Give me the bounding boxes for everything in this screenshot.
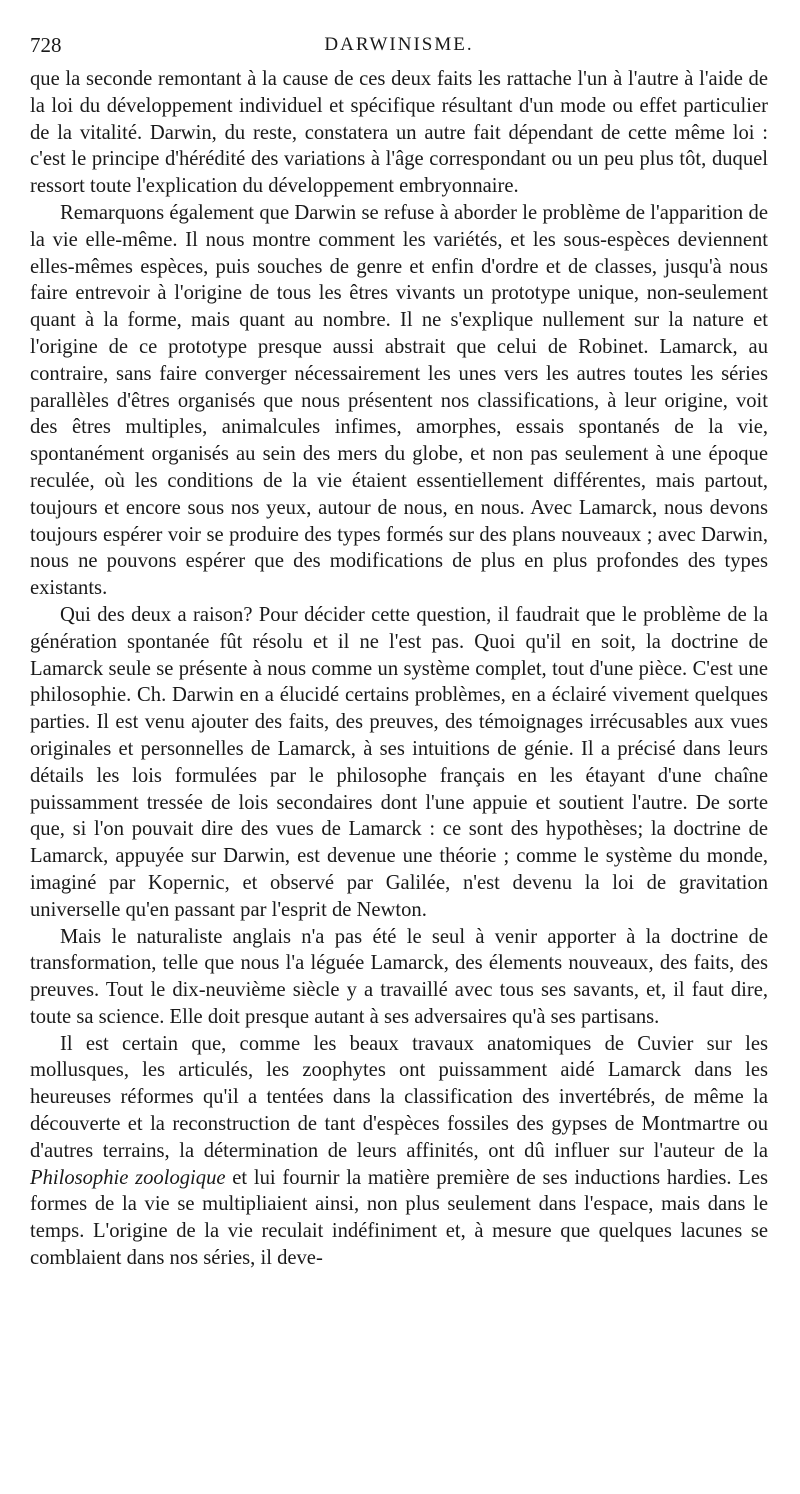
running-title: DARWINISME. [324,34,474,55]
paragraph-1: que la seconde remontant à la cause de ces deux faits les rattache l'un à l'autre à l'aide de la loi du développement individuel et spécifique résultant d'un mode ou effet particulier de la vitalité. Darwin, du reste, constatera un autre fait dépendant de cette même loi : c'est le principe d'hérédité des variations à l'âge correspondant ou un peu plus tôt, duquel ressort toute l'explication du développement embryonnaire. [30,68,768,198]
paragraph-3: Qui des deux a raison? Pour décider cette question, il faudrait que le problème de la génération spontanée fût résolu et il ne l'est pas. Quoi qu'il en soit, la doctrine de Lamarck seule se présente à nous comme un système complet, tout d'une pièce. C'est une philosophie. Ch. Darwin en a élucidé certains problèmes, en a éclairé vivement quelques parties. Il est venu ajouter des faits, des preuves, des témoignages irrécusables aux vues originales et personnelles de Lamarck, à ses intuitions de génie. Il a précisé dans leurs détails les lois formulées par le philosophe français en les étayant d'une chaîne puissamment tressée de lois secondaires dont l'une appuie et soutient l'autre. De sorte que, si l'on pouvait dire des vues de Lamarck : ce sont des hypothèses; la doctrine de Lamarck, appuyée sur Darwin, est devenue une théorie ; comme le système du monde, imaginé par Kopernic, et observé par Galilée, n'est devenu la loi de gravitation universelle qu'en passant par l'esprit de Newton. [30,603,768,921]
running-head [30,28,768,62]
paragraph-5 [30,1031,768,1272]
page-number: 728 [30,33,62,57]
book-page [30,28,768,1272]
book-title-italic: Philosophie zoologique [30,1166,226,1189]
paragraph-4: Mais le naturaliste anglais n'a pas été le seul à venir apporter à la doctrine de transformation, telle que nous l'a léguée Lamarck, des élements nouveaux, des faits, des preuves. Tout le dix-neuvième siècle y a travaillé avec tous ses savants, et, il faut dire, toute sa science. Elle doit presque autant à ses adversaires qu'à ses partisans. [30,925,768,1028]
paragraph-5-text-end: et lui fournir la matière première de ses inductions hardies. Les formes de la vie se multipliaient ainsi, non plus seulement dans l'espace, mais dans le temps. L'origine de la vie reculait indéfiniment et, à mesure que quelques lacunes se comblaient dans nos séries, il deve- [30,1166,768,1270]
paragraph-2: Remarquons également que Darwin se refuse à aborder le problème de l'apparition de la vie elle-même. Il nous montre comment les variétés, et les sous-espèces deviennent elles-mêmes espèces, puis souches de genre et enfin d'ordre et de classes, jusqu'à nous faire entrevoir à l'origine de tous les êtres vivants un prototype unique, non-seulement quant à la forme, mais quant au nombre. Il ne s'explique nullement sur la nature et l'origine de ce prototype presque aussi abstrait que celui de Robinet. Lamarck, au contraire, sans faire converger nécessairement les unes vers les autres toutes les séries parallèles d'êtres organisés que nous présentent nos classifications, à leur origine, voit des êtres multiples, animalcules infimes, amorphes, essais spontanés de la vie, spontanément organisés au sein des mers du globe, et non pas seulement à une époque reculée, où les conditions de la vie étaient essentiellement différentes, mais partout, toujours et encore sous nos yeux, autour de nous, en nous. Avec Lamarck, nous devons toujours espérer voir se produire des types formés sur des plans nouveaux ; avec Darwin, nous ne pouvons espérer que des modifications de plus en plus profondes des types existants. [30,201,768,600]
paragraph-5-text-start: Il est certain que, comme les beaux travaux anatomiques de Cuvier sur les mollusques, les articulés, les zoophytes ont puissamment aidé Lamarck dans les heureuses réformes qu'il a tentées dans la classification des invertébrés, de même la découverte et la reconstruction de tant d'espèces fossiles des gypses de Montmartre ou d'autres terrains, la détermination de leurs affinités, ont dû influer sur l'auteur de la [30,1032,768,1162]
